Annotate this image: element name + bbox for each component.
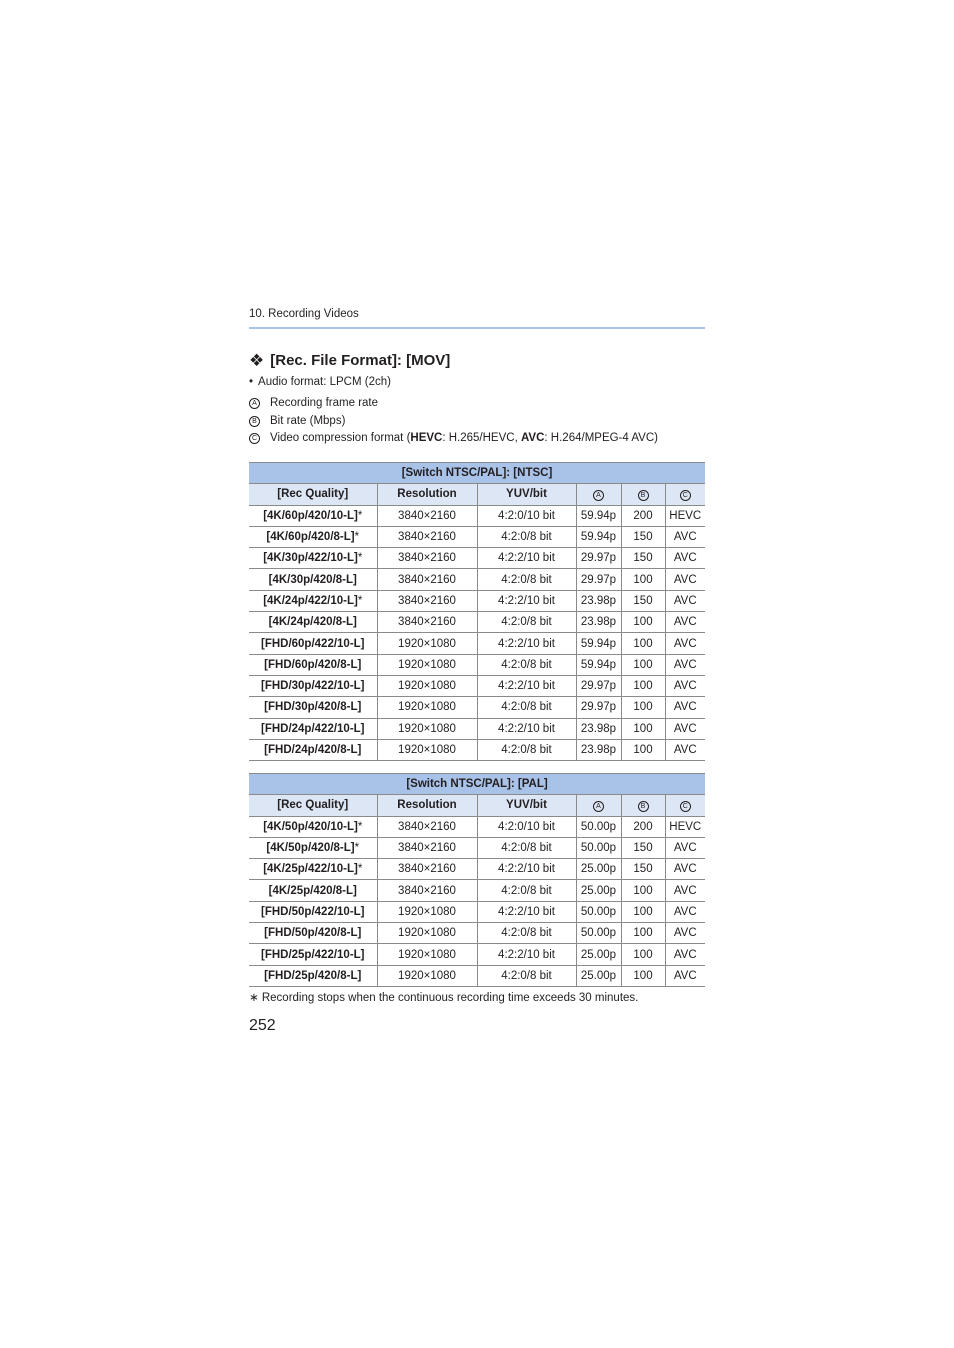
legend-text-c	[270, 432, 658, 444]
bit-rate-cell: 100	[621, 569, 665, 590]
compression-cell: AVC	[665, 697, 705, 718]
frame-rate-cell: 23.98p	[576, 590, 621, 611]
asterisk-mark: *	[354, 531, 360, 544]
yuv-cell: 4:2:0/8 bit	[477, 612, 576, 633]
legend-c-pre: Video compression format (	[270, 432, 411, 444]
col-header-a	[576, 795, 621, 816]
compression-cell: AVC	[665, 837, 705, 858]
rec-quality-cell	[249, 505, 377, 526]
rec-quality-label: [FHD/25p/420/8-L]	[264, 969, 362, 982]
rec-quality-cell	[249, 612, 377, 633]
col-header-a	[576, 484, 621, 505]
rec-quality-cell	[249, 675, 377, 696]
bit-rate-cell: 100	[621, 880, 665, 901]
pal-table	[249, 773, 705, 987]
yuv-cell: 4:2:0/8 bit	[477, 739, 576, 760]
asterisk-mark: *	[357, 820, 363, 833]
rec-quality-cell	[249, 739, 377, 760]
yuv-cell: 4:2:2/10 bit	[477, 944, 576, 965]
circled-c-icon: C	[680, 801, 691, 812]
yuv-cell: 4:2:0/8 bit	[477, 880, 576, 901]
frame-rate-cell: 29.97p	[576, 548, 621, 569]
frame-rate-cell: 59.94p	[576, 633, 621, 654]
compression-cell: AVC	[665, 880, 705, 901]
legend-c-hevc: HEVC	[410, 432, 443, 444]
bit-rate-cell: 100	[621, 901, 665, 922]
resolution-cell: 1920×1080	[377, 697, 477, 718]
rec-quality-cell	[249, 569, 377, 590]
table-row	[249, 633, 705, 654]
resolution-cell: 3840×2160	[377, 880, 477, 901]
yuv-cell: 4:2:2/10 bit	[477, 901, 576, 922]
rec-quality-cell	[249, 526, 377, 547]
frame-rate-cell: 25.00p	[576, 880, 621, 901]
rec-quality-label: [4K/25p/422/10-L]	[263, 863, 358, 876]
yuv-cell: 4:2:2/10 bit	[477, 859, 576, 880]
resolution-cell: 1920×1080	[377, 965, 477, 986]
legend-text-b: Bit rate (Mbps)	[270, 415, 346, 427]
table-caption: [Switch NTSC/PAL]: [NTSC]	[249, 463, 705, 484]
rec-quality-label: [4K/50p/420/10-L]	[263, 820, 358, 833]
legend-item-c	[249, 432, 658, 444]
rec-quality-cell	[249, 654, 377, 675]
bit-rate-cell: 100	[621, 654, 665, 675]
bit-rate-cell: 100	[621, 739, 665, 760]
yuv-cell: 4:2:0/8 bit	[477, 837, 576, 858]
yuv-cell: 4:2:0/10 bit	[477, 505, 576, 526]
resolution-cell: 3840×2160	[377, 526, 477, 547]
frame-rate-cell: 25.00p	[576, 944, 621, 965]
frame-rate-cell: 50.00p	[576, 816, 621, 837]
audio-format-text: Audio format: LPCM (2ch)	[258, 376, 391, 388]
asterisk-mark: *	[357, 509, 363, 522]
frame-rate-cell: 25.00p	[576, 859, 621, 880]
bit-rate-cell: 100	[621, 675, 665, 696]
header-rule	[249, 327, 705, 329]
compression-cell: AVC	[665, 675, 705, 696]
legend-text-a: Recording frame rate	[270, 397, 379, 409]
circled-a-icon: A	[593, 801, 604, 812]
running-header: 10. Recording Videos	[249, 308, 359, 320]
bit-rate-cell: 200	[621, 505, 665, 526]
resolution-cell: 3840×2160	[377, 505, 477, 526]
resolution-cell: 3840×2160	[377, 569, 477, 590]
compression-cell: AVC	[665, 901, 705, 922]
frame-rate-cell: 29.97p	[576, 569, 621, 590]
yuv-cell: 4:2:0/8 bit	[477, 526, 576, 547]
asterisk-mark: *	[357, 552, 363, 565]
table-row	[249, 548, 705, 569]
table-row	[249, 923, 705, 944]
col-header-resolution: Resolution	[377, 795, 477, 816]
table-row	[249, 612, 705, 633]
legend-c-avc: AVC	[520, 432, 545, 444]
rec-quality-label: [FHD/24p/422/10-L]	[260, 722, 365, 735]
asterisk-mark: *	[357, 863, 363, 876]
table-row	[249, 697, 705, 718]
bit-rate-cell: 100	[621, 633, 665, 654]
col-header-quality: [Rec Quality]	[249, 795, 377, 816]
section-title-text: [Rec. File Format]: [MOV]	[270, 352, 451, 369]
rec-quality-label: [4K/50p/420/8-L]	[266, 842, 355, 855]
resolution-cell: 3840×2160	[377, 837, 477, 858]
rec-quality-label: [FHD/50p/422/10-L]	[260, 905, 365, 918]
frame-rate-cell: 23.98p	[576, 739, 621, 760]
compression-cell: AVC	[665, 633, 705, 654]
rec-quality-label: [FHD/30p/422/10-L]	[260, 680, 365, 693]
bit-rate-cell: 100	[621, 965, 665, 986]
asterisk-mark: *	[354, 842, 360, 855]
rec-quality-cell	[249, 816, 377, 837]
rec-quality-label: [4K/30p/420/8-L]	[268, 573, 357, 586]
asterisk-icon: ∗	[249, 992, 259, 1004]
rec-quality-label: [FHD/50p/420/8-L]	[264, 927, 362, 940]
rec-quality-label: [FHD/30p/420/8-L]	[264, 701, 362, 714]
frame-rate-cell: 50.00p	[576, 901, 621, 922]
table-row	[249, 739, 705, 760]
yuv-cell: 4:2:0/8 bit	[477, 965, 576, 986]
table-row	[249, 880, 705, 901]
table-row	[249, 654, 705, 675]
resolution-cell: 1920×1080	[377, 944, 477, 965]
table-row	[249, 590, 705, 611]
rec-quality-label: [4K/24p/420/8-L]	[268, 616, 357, 629]
resolution-cell: 1920×1080	[377, 633, 477, 654]
footnote-text: Recording stops when the continuous recording time exceeds 30 minutes.	[261, 992, 639, 1004]
col-header-b	[621, 795, 665, 816]
table-row	[249, 901, 705, 922]
bit-rate-cell: 100	[621, 697, 665, 718]
yuv-cell: 4:2:0/8 bit	[477, 569, 576, 590]
rec-quality-cell	[249, 633, 377, 654]
resolution-cell: 3840×2160	[377, 548, 477, 569]
yuv-cell: 4:2:0/10 bit	[477, 816, 576, 837]
resolution-cell: 1920×1080	[377, 654, 477, 675]
bit-rate-cell: 100	[621, 612, 665, 633]
compression-cell: HEVC	[665, 505, 705, 526]
bit-rate-cell: 150	[621, 837, 665, 858]
frame-rate-cell: 59.94p	[576, 654, 621, 675]
col-header-yuv: YUV/bit	[477, 484, 576, 505]
rec-quality-label: [4K/60p/420/8-L]	[266, 531, 355, 544]
col-header-yuv: YUV/bit	[477, 795, 576, 816]
table-row	[249, 837, 705, 858]
resolution-cell: 3840×2160	[377, 590, 477, 611]
col-header-c	[665, 795, 705, 816]
table-row	[249, 569, 705, 590]
legend-c-post: : H.264/MPEG-4 AVC)	[544, 432, 658, 444]
frame-rate-cell: 50.00p	[576, 923, 621, 944]
audio-format-note	[249, 376, 391, 388]
resolution-cell: 1920×1080	[377, 923, 477, 944]
rec-quality-label: [4K/60p/420/10-L]	[263, 509, 358, 522]
footnote	[249, 990, 638, 1004]
yuv-cell: 4:2:0/8 bit	[477, 697, 576, 718]
rec-quality-cell	[249, 901, 377, 922]
compression-cell: AVC	[665, 548, 705, 569]
rec-quality-cell	[249, 718, 377, 739]
frame-rate-cell: 50.00p	[576, 837, 621, 858]
rec-quality-label: [FHD/24p/420/8-L]	[264, 744, 362, 756]
compression-cell: AVC	[665, 944, 705, 965]
bit-rate-cell: 150	[621, 859, 665, 880]
resolution-cell: 1920×1080	[377, 675, 477, 696]
circled-a-icon: A	[249, 398, 260, 409]
yuv-cell: 4:2:2/10 bit	[477, 548, 576, 569]
bit-rate-cell: 100	[621, 923, 665, 944]
legend-c-mid: : H.265/HEVC,	[442, 432, 521, 444]
rec-quality-cell	[249, 965, 377, 986]
rec-quality-cell	[249, 944, 377, 965]
frame-rate-cell: 25.00p	[576, 965, 621, 986]
resolution-cell: 1920×1080	[377, 718, 477, 739]
resolution-cell: 1920×1080	[377, 901, 477, 922]
frame-rate-cell: 59.94p	[576, 526, 621, 547]
resolution-cell: 3840×2160	[377, 612, 477, 633]
col-header-resolution: Resolution	[377, 484, 477, 505]
compression-cell: AVC	[665, 859, 705, 880]
circled-b-icon: B	[249, 416, 260, 427]
frame-rate-cell: 23.98p	[576, 612, 621, 633]
bit-rate-cell: 150	[621, 590, 665, 611]
rec-quality-cell	[249, 837, 377, 858]
section-title	[249, 352, 450, 369]
circled-a-icon: A	[593, 490, 604, 501]
yuv-cell: 4:2:0/8 bit	[477, 923, 576, 944]
circled-c-icon: C	[249, 433, 260, 444]
table-row	[249, 944, 705, 965]
legend-item-b	[249, 415, 345, 427]
col-header-quality: [Rec Quality]	[249, 484, 377, 505]
frame-rate-cell: 29.97p	[576, 675, 621, 696]
bit-rate-cell: 100	[621, 718, 665, 739]
yuv-cell: 4:2:2/10 bit	[477, 718, 576, 739]
bullet-icon: •	[249, 376, 254, 388]
frame-rate-cell: 23.98p	[576, 718, 621, 739]
bit-rate-cell: 100	[621, 944, 665, 965]
table-row	[249, 505, 705, 526]
yuv-cell: 4:2:2/10 bit	[477, 633, 576, 654]
rec-quality-cell	[249, 923, 377, 944]
rec-quality-label: [4K/25p/420/8-L]	[268, 884, 357, 897]
compression-cell: AVC	[665, 526, 705, 547]
resolution-cell: 1920×1080	[377, 739, 477, 760]
bit-rate-cell: 150	[621, 548, 665, 569]
page-number: 252	[249, 1017, 276, 1034]
bit-rate-cell: 200	[621, 816, 665, 837]
table-row	[249, 526, 705, 547]
rec-quality-cell	[249, 880, 377, 901]
compression-cell: AVC	[665, 654, 705, 675]
compression-cell: AVC	[665, 590, 705, 611]
col-header-c	[665, 484, 705, 505]
table-row	[249, 718, 705, 739]
frame-rate-cell: 29.97p	[576, 697, 621, 718]
asterisk-mark: *	[357, 594, 363, 607]
circled-b-icon: B	[638, 490, 649, 501]
table-row	[249, 859, 705, 880]
rec-quality-cell	[249, 697, 377, 718]
rec-quality-label: [FHD/25p/422/10-L]	[260, 948, 365, 961]
circled-c-icon: C	[680, 490, 691, 501]
compression-cell: AVC	[665, 739, 705, 760]
rec-quality-cell	[249, 590, 377, 611]
yuv-cell: 4:2:2/10 bit	[477, 675, 576, 696]
table-row	[249, 816, 705, 837]
yuv-cell: 4:2:2/10 bit	[477, 590, 576, 611]
rec-quality-cell	[249, 859, 377, 880]
compression-cell: AVC	[665, 923, 705, 944]
diamond-ornament-icon: ❖	[249, 351, 265, 370]
frame-rate-cell: 59.94p	[576, 505, 621, 526]
rec-quality-cell	[249, 548, 377, 569]
bit-rate-cell: 150	[621, 526, 665, 547]
rec-quality-label: [FHD/60p/422/10-L]	[260, 637, 365, 650]
circled-b-icon: B	[638, 801, 649, 812]
rec-quality-label: [4K/24p/422/10-L]	[263, 594, 358, 607]
ntsc-table	[249, 462, 705, 761]
rec-quality-label: [4K/30p/422/10-L]	[263, 552, 358, 565]
table-row	[249, 965, 705, 986]
rec-quality-label: [FHD/60p/420/8-L]	[264, 658, 362, 671]
compression-cell: AVC	[665, 569, 705, 590]
compression-cell: AVC	[665, 965, 705, 986]
compression-cell: HEVC	[665, 816, 705, 837]
yuv-cell: 4:2:0/8 bit	[477, 654, 576, 675]
legend-item-a	[249, 397, 378, 409]
table-caption: [Switch NTSC/PAL]: [PAL]	[249, 774, 705, 795]
resolution-cell: 3840×2160	[377, 816, 477, 837]
compression-cell: AVC	[665, 612, 705, 633]
table-row	[249, 675, 705, 696]
col-header-b	[621, 484, 665, 505]
resolution-cell: 3840×2160	[377, 859, 477, 880]
compression-cell: AVC	[665, 718, 705, 739]
